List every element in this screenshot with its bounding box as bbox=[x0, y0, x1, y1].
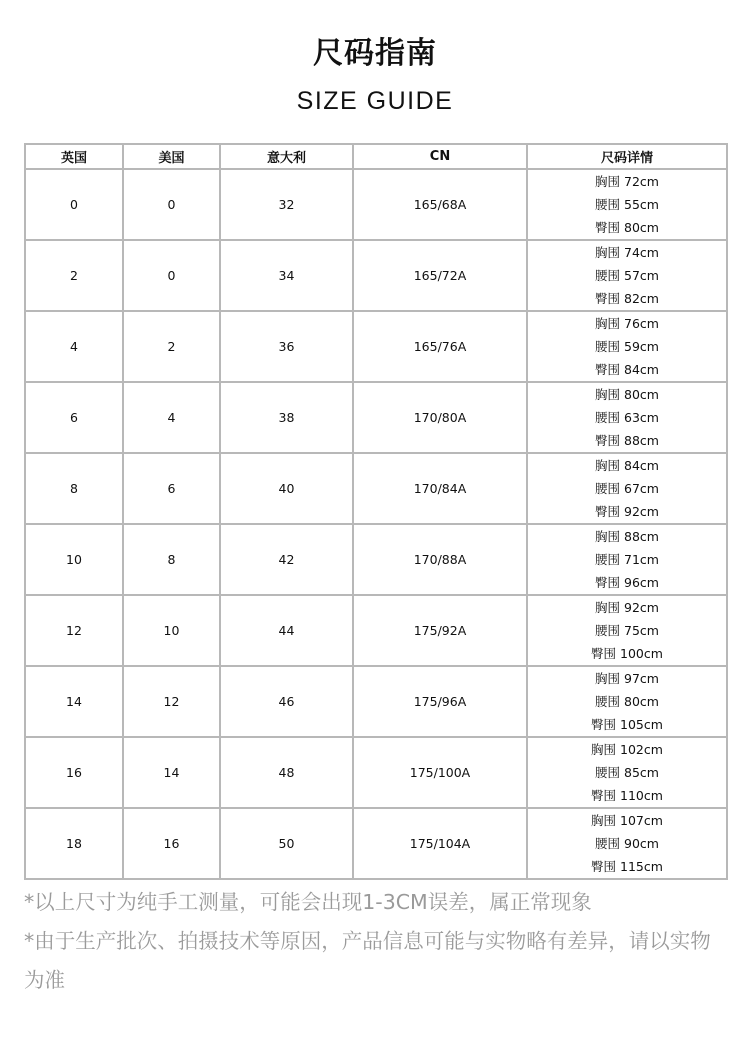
cell-us: 12 bbox=[123, 666, 220, 737]
table-row bbox=[25, 524, 727, 595]
cell-cn: 165/72A bbox=[353, 240, 527, 311]
cell-it: 46 bbox=[220, 666, 353, 737]
detail-line: 臀围 96cm bbox=[595, 575, 659, 590]
cell-us: 8 bbox=[123, 524, 220, 595]
cell-cn: 170/88A bbox=[353, 524, 527, 595]
table-row bbox=[25, 169, 727, 240]
detail-line: 臀围 80cm bbox=[595, 220, 659, 235]
table-header-row bbox=[25, 144, 727, 169]
table-row bbox=[25, 808, 727, 879]
page-title-en: SIZE GUIDE bbox=[296, 87, 454, 115]
detail-line: 胸围 88cm bbox=[595, 529, 659, 544]
cell-cn: 165/68A bbox=[353, 169, 527, 240]
cell-cn: 170/80A bbox=[353, 382, 527, 453]
table-body bbox=[25, 169, 727, 879]
cell-it: 36 bbox=[220, 311, 353, 382]
cell-us: 2 bbox=[123, 311, 220, 382]
detail-line: 胸围 97cm bbox=[595, 671, 659, 686]
note-line-1: *以上尺寸为纯手工测量，可能会出现1-3CM误差，属正常现象 bbox=[24, 890, 592, 914]
cell-uk: 6 bbox=[25, 382, 123, 453]
cell-uk: 14 bbox=[25, 666, 123, 737]
detail-line: 腰围 57cm bbox=[595, 268, 659, 283]
cell-details bbox=[527, 169, 727, 240]
cell-it: 40 bbox=[220, 453, 353, 524]
table-row bbox=[25, 595, 727, 666]
cell-us: 16 bbox=[123, 808, 220, 879]
table-row bbox=[25, 666, 727, 737]
detail-line: 胸围 80cm bbox=[595, 387, 659, 402]
cell-us: 6 bbox=[123, 453, 220, 524]
cell-uk: 10 bbox=[25, 524, 123, 595]
cell-it: 48 bbox=[220, 737, 353, 808]
detail-line: 胸围 72cm bbox=[595, 174, 659, 189]
cell-details bbox=[527, 666, 727, 737]
detail-line: 臀围 100cm bbox=[591, 646, 663, 661]
cell-uk: 8 bbox=[25, 453, 123, 524]
detail-line: 腰围 85cm bbox=[595, 765, 659, 780]
detail-line: 胸围 107cm bbox=[591, 813, 663, 828]
detail-line: 臀围 88cm bbox=[595, 433, 659, 448]
cell-details bbox=[527, 453, 727, 524]
column-header-uk: 英国 bbox=[25, 144, 123, 169]
cell-uk: 18 bbox=[25, 808, 123, 879]
page-title-cn: 尺码指南 bbox=[313, 36, 437, 71]
detail-line: 胸围 74cm bbox=[595, 245, 659, 260]
cell-details bbox=[527, 737, 727, 808]
table-row bbox=[25, 382, 727, 453]
detail-line: 胸围 92cm bbox=[595, 600, 659, 615]
cell-cn: 175/100A bbox=[353, 737, 527, 808]
cell-us: 14 bbox=[123, 737, 220, 808]
column-header-us: 美国 bbox=[123, 144, 220, 169]
cell-us: 10 bbox=[123, 595, 220, 666]
detail-line: 腰围 63cm bbox=[595, 410, 659, 425]
cell-uk: 2 bbox=[25, 240, 123, 311]
table-row bbox=[25, 311, 727, 382]
note-line-2: *由于生产批次、拍摄技术等原因，产品信息可能与实物略有差异，请以实物为准 bbox=[24, 929, 711, 992]
detail-line: 臀围 84cm bbox=[595, 362, 659, 377]
column-header-details: 尺码详情 bbox=[527, 144, 727, 169]
cell-us: 4 bbox=[123, 382, 220, 453]
cell-it: 50 bbox=[220, 808, 353, 879]
size-table bbox=[24, 143, 728, 880]
detail-line: 腰围 71cm bbox=[595, 552, 659, 567]
detail-line: 腰围 75cm bbox=[595, 623, 659, 638]
cell-it: 44 bbox=[220, 595, 353, 666]
notes bbox=[24, 883, 724, 1000]
cell-details bbox=[527, 382, 727, 453]
column-header-cn: CN bbox=[353, 144, 527, 169]
cell-cn: 175/92A bbox=[353, 595, 527, 666]
cell-us: 0 bbox=[123, 240, 220, 311]
detail-line: 腰围 90cm bbox=[595, 836, 659, 851]
detail-line: 臀围 110cm bbox=[591, 788, 663, 803]
detail-line: 胸围 76cm bbox=[595, 316, 659, 331]
detail-line: 腰围 67cm bbox=[595, 481, 659, 496]
cell-details bbox=[527, 524, 727, 595]
table-row bbox=[25, 453, 727, 524]
cell-uk: 0 bbox=[25, 169, 123, 240]
cell-details bbox=[527, 311, 727, 382]
detail-line: 臀围 115cm bbox=[591, 859, 663, 874]
cell-cn: 175/104A bbox=[353, 808, 527, 879]
detail-line: 腰围 80cm bbox=[595, 694, 659, 709]
cell-it: 38 bbox=[220, 382, 353, 453]
detail-line: 腰围 59cm bbox=[595, 339, 659, 354]
detail-line: 胸围 102cm bbox=[591, 742, 663, 757]
table-row bbox=[25, 737, 727, 808]
table-row bbox=[25, 240, 727, 311]
detail-line: 腰围 55cm bbox=[595, 197, 659, 212]
cell-uk: 4 bbox=[25, 311, 123, 382]
cell-cn: 165/76A bbox=[353, 311, 527, 382]
cell-cn: 175/96A bbox=[353, 666, 527, 737]
cell-details bbox=[527, 808, 727, 879]
detail-line: 臀围 82cm bbox=[595, 291, 659, 306]
detail-line: 胸围 84cm bbox=[595, 458, 659, 473]
cell-details bbox=[527, 595, 727, 666]
cell-it: 34 bbox=[220, 240, 353, 311]
cell-cn: 170/84A bbox=[353, 453, 527, 524]
cell-it: 42 bbox=[220, 524, 353, 595]
detail-line: 臀围 105cm bbox=[591, 717, 663, 732]
cell-us: 0 bbox=[123, 169, 220, 240]
cell-it: 32 bbox=[220, 169, 353, 240]
cell-uk: 16 bbox=[25, 737, 123, 808]
detail-line: 臀围 92cm bbox=[595, 504, 659, 519]
cell-details bbox=[527, 240, 727, 311]
cell-uk: 12 bbox=[25, 595, 123, 666]
column-header-it: 意大利 bbox=[220, 144, 353, 169]
